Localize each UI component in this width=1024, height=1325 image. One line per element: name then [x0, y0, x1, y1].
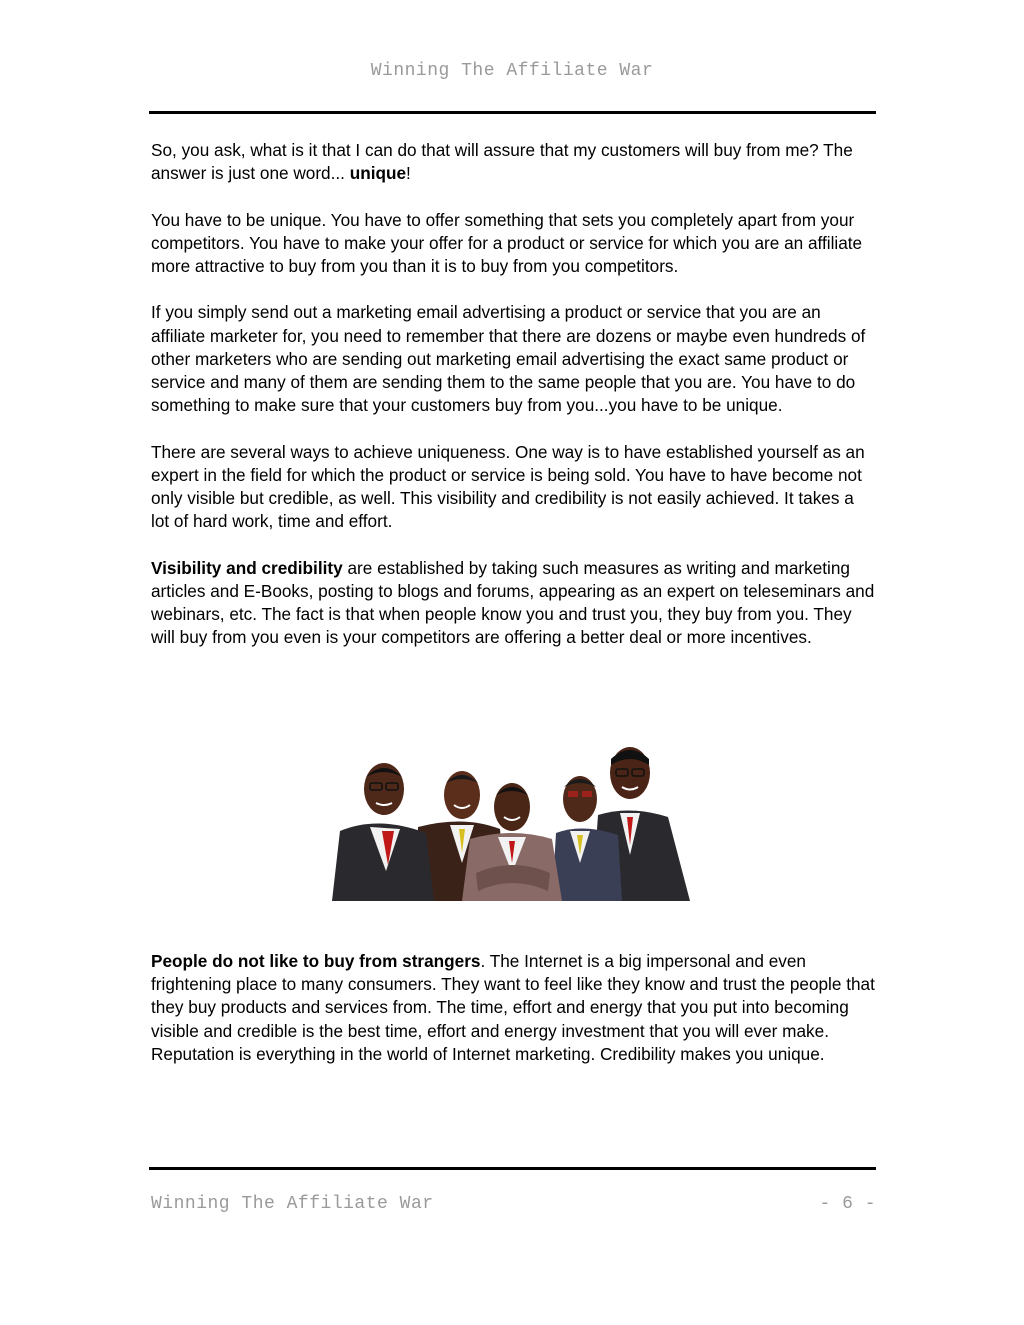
paragraph-6-emphasis: People do not like to buy from strangers: [151, 951, 481, 971]
businessman-4: [552, 776, 622, 901]
page-footer: [151, 1194, 876, 1214]
paragraph-4: There are several ways to achieve uniqueness. One way is to have established yourself as an expert in the field for which the product or service is being sold. You have to have become not only visible but credible, as well. This visibility and credibility is not easily achieved. It takes a lot of hard work, time and effort.: [151, 441, 865, 532]
businessmen-group-icon: [330, 745, 692, 901]
paragraph-5-text: are established by taking such measures as writing and marketing articles and E-Books, posting to blogs and forums, appearing as an expert on teleseminars and webinars, etc. The fact is that when people know you and trust you, they buy from you. They will buy from you even is your competitors are offering a better deal or more incentives.: [151, 557, 875, 648]
running-header: Winning The Affiliate War: [370, 61, 654, 81]
closing-text: [151, 950, 876, 1066]
businessman-1: [332, 763, 434, 901]
footer-title: Winning The Affiliate War: [151, 1194, 434, 1214]
body-text: [151, 139, 876, 673]
paragraph-3: If you simply send out a marketing email advertising a product or service that you are an affiliate marketer for, you need to remember that there are dozens or maybe even hundreds of other marketers who are sending out marketing email advertising the exact same product or service and many of them are sending them to the same people that you are. You have to do something to make sure that your customers buy from you...you have to be unique.: [151, 302, 866, 416]
paragraph-1-tail: !: [406, 163, 411, 184]
paragraph-1-emphasis: unique: [349, 163, 407, 184]
paragraph-6-text: . The Internet is a big impersonal and even frightening place to many consumers. They want to feel like they know and trust the people that they buy products and services from. The time, effort and energy that you put into becoming visible and credible is the best time, effort and energy investment that you will ever make. Reputation is everything in the world of Internet marketing. Credibility makes you unique.: [151, 951, 875, 1064]
page-number: - 6 -: [819, 1194, 876, 1214]
header-rule: [149, 111, 876, 114]
paragraph-5-emphasis: Visibility and credibility: [151, 557, 343, 578]
paragraph-2: You have to be unique. You have to offer something that sets you completely apart from your competitors. You have to make your offer for a product or service for which you are an affiliate more attractive to buy from you than it is to buy from you competitors.: [151, 209, 863, 276]
paragraph-6: [151, 950, 876, 1066]
paragraph-1-text: So, you ask, what is it that I can do that will assure that my customers will buy from me? The answer is just one word...: [151, 140, 853, 184]
paragraph-1: [151, 139, 876, 185]
footer-rule: [149, 1167, 876, 1170]
paragraph-5: [151, 557, 876, 650]
